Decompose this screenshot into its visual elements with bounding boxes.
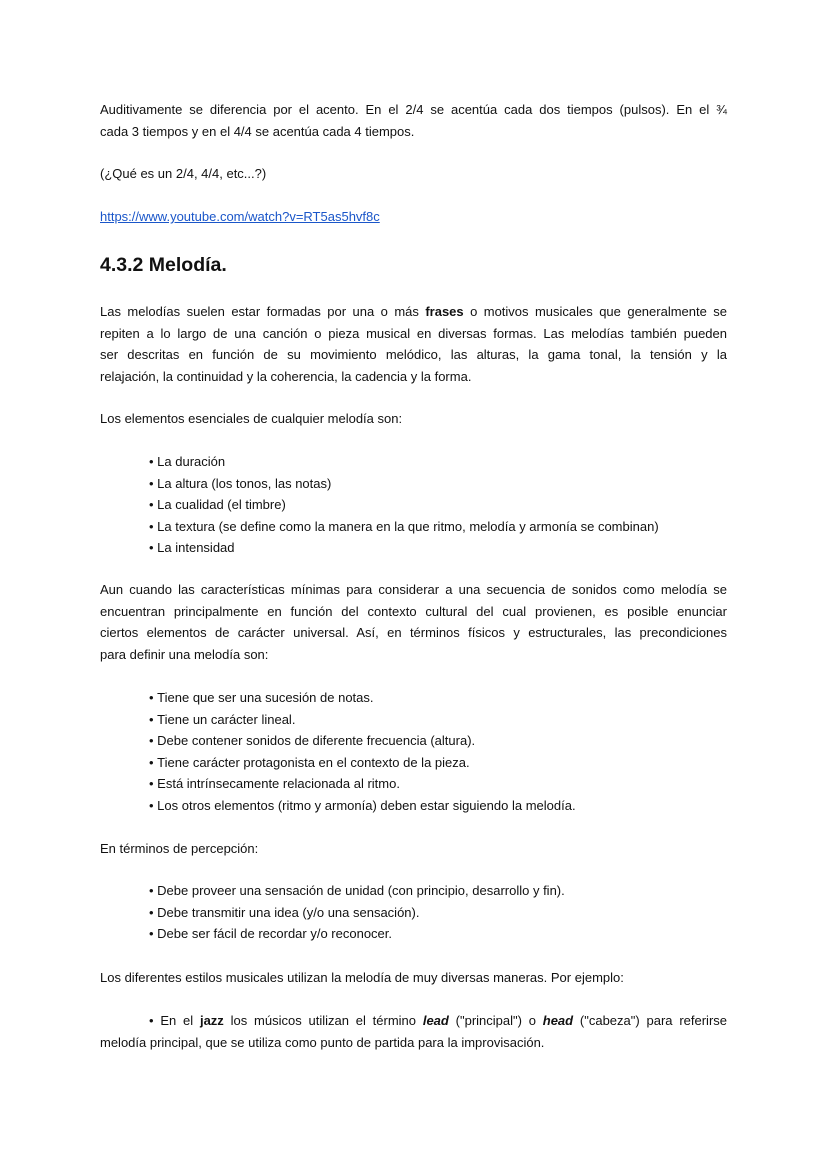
text-line: (¿Qué es un 2/4, 4/4, etc...?) — [100, 166, 267, 181]
text-line: cada 3 tiempos y en el 4/4 se acentúa cada 4 tiempos. — [100, 123, 415, 139]
youtube-link[interactable]: https://www.youtube.com/watch?v=RT5as5hvf8c — [100, 209, 380, 224]
text-line: ciertos elementos de carácter universal. Así, en términos físicos y estructurales, las precondiciones — [100, 625, 727, 640]
text-line: ser descritas en función de su movimiento melódico, las alturas, la gama tonal, la tensión y la — [100, 347, 727, 362]
text-line — [100, 301, 727, 323]
list-item: • La textura (se define como la manera en la que ritmo, melodía y armonía se combinan) — [149, 516, 659, 538]
paragraph-preconditions — [100, 579, 727, 665]
text-line — [100, 1010, 727, 1032]
text: los músicos utilizan el término — [223, 1013, 423, 1028]
text: Las melodías suelen estar formadas por una o más — [100, 304, 426, 319]
bold-text: frases — [425, 304, 464, 319]
text-line: Aun cuando las características mínimas para considerar a una secuencia de sonidos como melodía se — [100, 582, 727, 597]
list-item: • Los otros elementos (ritmo y armonía) deben estar siguiendo la melodía. — [149, 795, 576, 817]
list-item: • Tiene un carácter lineal. — [149, 709, 576, 731]
text-line: melodía principal, que se utiliza como punto de partida para la improvisación. — [100, 1034, 545, 1050]
list-item: • Debe ser fácil de recordar y/o reconocer. — [149, 923, 565, 945]
list-item: • La duración — [149, 451, 659, 473]
text: o motivos musicales que generalmente se — [463, 304, 728, 319]
text: • En el — [149, 1013, 200, 1028]
text-line: Los diferentes estilos musicales utilizan la melodía de muy diversas maneras. Por ejemplo: — [100, 970, 624, 985]
text-line: repiten a lo largo de una canción o pieza musical en diversas formas. Las melodías también pueden — [100, 325, 727, 341]
paragraph-melody-intro — [100, 301, 727, 387]
list-item: • Tiene carácter protagonista en el contexto de la pieza. — [149, 752, 576, 774]
paragraph-perception — [100, 838, 727, 860]
paragraph-elements — [100, 408, 727, 430]
list-item: • Debe proveer una sensación de unidad (con principio, desarrollo y fin). — [149, 880, 565, 902]
text-line: relajación, la continuidad y la coherencia, la cadencia y la forma. — [100, 368, 472, 384]
list-item: • Debe transmitir una idea (y/o una sensación). — [149, 902, 565, 924]
text-line: Los elementos esenciales de cualquier melodía son: — [100, 411, 403, 426]
text-line: Auditivamente se diferencia por el acento. En el 2/4 se acentúa cada dos tiempos (pulsos). En el ¾ — [100, 102, 727, 117]
text-line: En términos de percepción: — [100, 841, 259, 856]
bold-text: jazz — [199, 1013, 224, 1028]
section-heading: 4.3.2 Melodía. — [100, 254, 227, 276]
bullet-list-elements — [149, 451, 659, 559]
paragraph-question — [100, 163, 727, 185]
paragraph-meter-accent — [100, 99, 727, 142]
paragraph-link — [100, 206, 727, 228]
text: ("cabeza") para referirse — [573, 1013, 728, 1028]
bullet-list-preconditions — [149, 687, 576, 816]
text-line: encuentran principalmente en función del contexto cultural del cual provienen, es posible enunciar — [100, 603, 727, 619]
list-item: • La altura (los tonos, las notas) — [149, 473, 659, 495]
list-item: • La intensidad — [149, 537, 659, 559]
list-item: • La cualidad (el timbre) — [149, 494, 659, 516]
paragraph-styles — [100, 967, 727, 989]
paragraph-jazz — [100, 1010, 727, 1053]
bold-italic-text: lead — [422, 1013, 449, 1028]
list-item: • Está intrínsecamente relacionada al ritmo. — [149, 773, 576, 795]
text: ("principal") o — [448, 1013, 543, 1028]
text-line: para definir una melodía son: — [100, 646, 269, 662]
bold-italic-text: head — [542, 1013, 574, 1028]
list-item: • Tiene que ser una sucesión de notas. — [149, 687, 576, 709]
bullet-list-perception — [149, 880, 565, 945]
list-item: • Debe contener sonidos de diferente frecuencia (altura). — [149, 730, 576, 752]
